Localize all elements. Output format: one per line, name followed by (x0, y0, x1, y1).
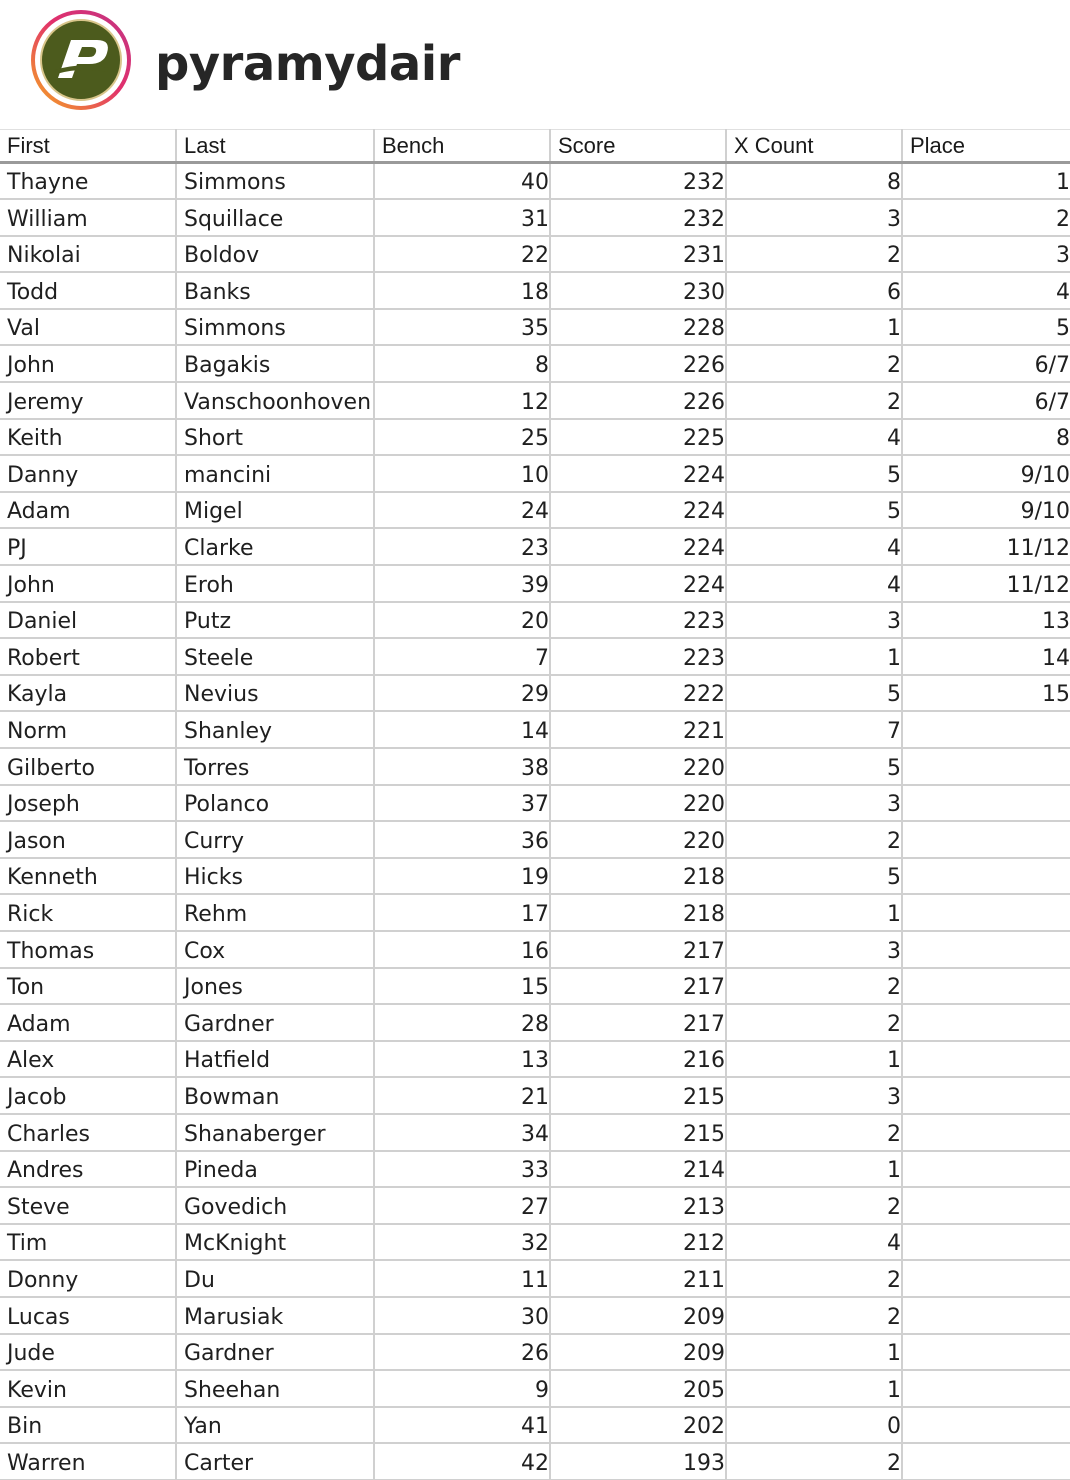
cell-last-name: Polanco (176, 785, 374, 822)
cell-score: 221 (550, 711, 726, 748)
table-row (0, 1187, 1070, 1224)
cell-first-name: Ton (0, 968, 176, 1005)
cell-score: 212 (550, 1224, 726, 1261)
cell-place (902, 894, 1070, 931)
cell-last-name: Sheehan (176, 1370, 374, 1407)
cell-first-name: Thomas (0, 931, 176, 968)
cell-first-name: Andres (0, 1151, 176, 1188)
cell-x-count: 0 (726, 1407, 902, 1444)
cell-first-name: Alex (0, 1041, 176, 1078)
cell-score: 224 (550, 528, 726, 565)
cell-score: 202 (550, 1407, 726, 1444)
cell-place: 2 (902, 199, 1070, 236)
cell-last-name: Hatfield (176, 1041, 374, 1078)
cell-score: 222 (550, 675, 726, 712)
cell-x-count: 2 (726, 821, 902, 858)
cell-bench: 42 (374, 1443, 550, 1480)
cell-first-name: Adam (0, 1004, 176, 1041)
cell-x-count: 1 (726, 1334, 902, 1371)
cell-last-name: Gardner (176, 1004, 374, 1041)
cell-first-name: Donny (0, 1260, 176, 1297)
cell-x-count: 1 (726, 1041, 902, 1078)
cell-place: 13 (902, 602, 1070, 639)
cell-score: 218 (550, 894, 726, 931)
cell-first-name: John (0, 565, 176, 602)
cell-bench: 23 (374, 528, 550, 565)
cell-last-name: Boldov (176, 236, 374, 273)
table-row (0, 455, 1070, 492)
table-row (0, 711, 1070, 748)
cell-bench: 22 (374, 236, 550, 273)
cell-bench: 35 (374, 309, 550, 346)
cell-bench: 27 (374, 1187, 550, 1224)
table-row (0, 1151, 1070, 1188)
cell-score: 213 (550, 1187, 726, 1224)
cell-score: 205 (550, 1370, 726, 1407)
cell-bench: 31 (374, 199, 550, 236)
cell-first-name: Jude (0, 1334, 176, 1371)
column-header-bench: Bench (374, 130, 550, 163)
cell-bench: 26 (374, 1334, 550, 1371)
cell-place (902, 1370, 1070, 1407)
cell-place (902, 1443, 1070, 1480)
cell-place (902, 785, 1070, 822)
cell-x-count: 4 (726, 565, 902, 602)
cell-last-name: Bowman (176, 1077, 374, 1114)
cell-first-name: Robert (0, 638, 176, 675)
pyramydair-logo-icon (31, 10, 131, 110)
cell-first-name: Danny (0, 455, 176, 492)
table-row (0, 931, 1070, 968)
cell-place (902, 1114, 1070, 1151)
cell-score: 209 (550, 1297, 726, 1334)
cell-score: 215 (550, 1077, 726, 1114)
cell-x-count: 3 (726, 199, 902, 236)
cell-score: 230 (550, 272, 726, 309)
cell-first-name: Tim (0, 1224, 176, 1261)
cell-place: 14 (902, 638, 1070, 675)
cell-last-name: Nevius (176, 675, 374, 712)
post-header (0, 0, 1070, 130)
cell-first-name: John (0, 345, 176, 382)
table-row (0, 1260, 1070, 1297)
cell-score: 217 (550, 931, 726, 968)
cell-last-name: Vanschoonhoven (176, 382, 374, 419)
cell-first-name: Joseph (0, 785, 176, 822)
cell-x-count: 2 (726, 968, 902, 1005)
cell-place (902, 858, 1070, 895)
table-row (0, 1114, 1070, 1151)
cell-score: 232 (550, 199, 726, 236)
cell-bench: 29 (374, 675, 550, 712)
cell-x-count: 2 (726, 1114, 902, 1151)
profile-avatar[interactable] (31, 10, 131, 110)
cell-last-name: Gardner (176, 1334, 374, 1371)
cell-last-name: McKnight (176, 1224, 374, 1261)
cell-score: 224 (550, 565, 726, 602)
cell-place (902, 968, 1070, 1005)
cell-last-name: Rehm (176, 894, 374, 931)
cell-first-name: Rick (0, 894, 176, 931)
cell-place (902, 1077, 1070, 1114)
cell-x-count: 5 (726, 675, 902, 712)
table-row (0, 1041, 1070, 1078)
cell-x-count: 5 (726, 858, 902, 895)
cell-first-name: Jeremy (0, 382, 176, 419)
cell-first-name: Kayla (0, 675, 176, 712)
table-row (0, 528, 1070, 565)
cell-place: 9/10 (902, 492, 1070, 529)
cell-score: 217 (550, 1004, 726, 1041)
cell-x-count: 6 (726, 272, 902, 309)
cell-bench: 19 (374, 858, 550, 895)
cell-place: 6/7 (902, 382, 1070, 419)
cell-last-name: Simmons (176, 163, 374, 200)
cell-bench: 39 (374, 565, 550, 602)
results-table (0, 129, 1070, 1480)
cell-place: 11/12 (902, 528, 1070, 565)
table-row (0, 272, 1070, 309)
cell-bench: 34 (374, 1114, 550, 1151)
cell-bench: 41 (374, 1407, 550, 1444)
table-row (0, 785, 1070, 822)
cell-place (902, 711, 1070, 748)
cell-x-count: 3 (726, 931, 902, 968)
cell-last-name: Eroh (176, 565, 374, 602)
cell-score: 224 (550, 455, 726, 492)
cell-score: 223 (550, 638, 726, 675)
cell-x-count: 8 (726, 163, 902, 200)
cell-first-name: Adam (0, 492, 176, 529)
cell-score: 218 (550, 858, 726, 895)
cell-place (902, 748, 1070, 785)
cell-place: 8 (902, 419, 1070, 456)
table-row (0, 382, 1070, 419)
cell-x-count: 3 (726, 602, 902, 639)
cell-score: 214 (550, 1151, 726, 1188)
cell-score: 220 (550, 748, 726, 785)
table-row (0, 1334, 1070, 1371)
cell-bench: 10 (374, 455, 550, 492)
cell-score: 209 (550, 1334, 726, 1371)
column-header-place: Place (902, 130, 1070, 163)
cell-bench: 24 (374, 492, 550, 529)
table-row (0, 1443, 1070, 1480)
cell-score: 223 (550, 602, 726, 639)
cell-bench: 16 (374, 931, 550, 968)
cell-bench: 8 (374, 345, 550, 382)
cell-x-count: 4 (726, 419, 902, 456)
cell-score: 224 (550, 492, 726, 529)
cell-place: 6/7 (902, 345, 1070, 382)
column-header-score: Score (550, 130, 726, 163)
cell-score: 215 (550, 1114, 726, 1151)
cell-x-count: 2 (726, 236, 902, 273)
cell-first-name: Todd (0, 272, 176, 309)
cell-last-name: Cox (176, 931, 374, 968)
column-header-last: Last (176, 130, 374, 163)
cell-x-count: 2 (726, 1260, 902, 1297)
table-row (0, 1297, 1070, 1334)
cell-x-count: 7 (726, 711, 902, 748)
cell-x-count: 1 (726, 894, 902, 931)
column-header-x-count: X Count (726, 130, 902, 163)
cell-score: 225 (550, 419, 726, 456)
cell-place: 4 (902, 272, 1070, 309)
cell-bench: 17 (374, 894, 550, 931)
cell-first-name: Kevin (0, 1370, 176, 1407)
cell-bench: 30 (374, 1297, 550, 1334)
cell-first-name: PJ (0, 528, 176, 565)
cell-first-name: Bin (0, 1407, 176, 1444)
table-row (0, 675, 1070, 712)
cell-bench: 40 (374, 163, 550, 200)
cell-x-count: 5 (726, 492, 902, 529)
cell-place: 11/12 (902, 565, 1070, 602)
cell-x-count: 5 (726, 748, 902, 785)
cell-last-name: Simmons (176, 309, 374, 346)
cell-last-name: Carter (176, 1443, 374, 1480)
cell-place (902, 1224, 1070, 1261)
table-row (0, 419, 1070, 456)
cell-score: 211 (550, 1260, 726, 1297)
cell-first-name: Daniel (0, 602, 176, 639)
cell-bench: 12 (374, 382, 550, 419)
cell-first-name: Nikolai (0, 236, 176, 273)
cell-last-name: Yan (176, 1407, 374, 1444)
cell-first-name: Lucas (0, 1297, 176, 1334)
cell-place: 15 (902, 675, 1070, 712)
table-row (0, 968, 1070, 1005)
cell-last-name: Migel (176, 492, 374, 529)
cell-x-count: 2 (726, 345, 902, 382)
cell-x-count: 2 (726, 1187, 902, 1224)
cell-x-count: 3 (726, 1077, 902, 1114)
cell-bench: 20 (374, 602, 550, 639)
cell-x-count: 4 (726, 528, 902, 565)
table-row (0, 199, 1070, 236)
cell-bench: 15 (374, 968, 550, 1005)
cell-last-name: Steele (176, 638, 374, 675)
cell-place: 3 (902, 236, 1070, 273)
account-username[interactable]: pyramydair (155, 36, 460, 92)
cell-x-count: 2 (726, 382, 902, 419)
cell-x-count: 3 (726, 785, 902, 822)
cell-place (902, 1004, 1070, 1041)
cell-last-name: Torres (176, 748, 374, 785)
cell-score: 232 (550, 163, 726, 200)
table-row (0, 894, 1070, 931)
cell-last-name: Hicks (176, 858, 374, 895)
cell-bench: 11 (374, 1260, 550, 1297)
cell-bench: 38 (374, 748, 550, 785)
cell-bench: 14 (374, 711, 550, 748)
cell-last-name: Putz (176, 602, 374, 639)
table-row (0, 163, 1070, 200)
table-row (0, 1224, 1070, 1261)
cell-first-name: Warren (0, 1443, 176, 1480)
cell-first-name: Gilberto (0, 748, 176, 785)
cell-place: 9/10 (902, 455, 1070, 492)
cell-last-name: Du (176, 1260, 374, 1297)
cell-last-name: Bagakis (176, 345, 374, 382)
cell-first-name: Charles (0, 1114, 176, 1151)
cell-bench: 18 (374, 272, 550, 309)
cell-last-name: Clarke (176, 528, 374, 565)
cell-last-name: Pineda (176, 1151, 374, 1188)
cell-place: 1 (902, 163, 1070, 200)
cell-place (902, 1041, 1070, 1078)
cell-last-name: Marusiak (176, 1297, 374, 1334)
cell-score: 217 (550, 968, 726, 1005)
table-row (0, 236, 1070, 273)
cell-score: 228 (550, 309, 726, 346)
cell-x-count: 1 (726, 638, 902, 675)
cell-score: 220 (550, 785, 726, 822)
cell-place (902, 1334, 1070, 1371)
cell-last-name: Shanley (176, 711, 374, 748)
cell-place (902, 1407, 1070, 1444)
cell-score: 216 (550, 1041, 726, 1078)
cell-last-name: Govedich (176, 1187, 374, 1224)
cell-bench: 32 (374, 1224, 550, 1261)
cell-score: 220 (550, 821, 726, 858)
column-header-first: First (0, 130, 176, 163)
cell-x-count: 2 (726, 1443, 902, 1480)
cell-bench: 9 (374, 1370, 550, 1407)
cell-bench: 7 (374, 638, 550, 675)
cell-last-name: Short (176, 419, 374, 456)
cell-x-count: 5 (726, 455, 902, 492)
cell-x-count: 2 (726, 1004, 902, 1041)
table-row (0, 1370, 1070, 1407)
cell-place (902, 1151, 1070, 1188)
table-row (0, 858, 1070, 895)
table-row (0, 345, 1070, 382)
cell-first-name: Kenneth (0, 858, 176, 895)
cell-last-name: mancini (176, 455, 374, 492)
cell-first-name: William (0, 199, 176, 236)
table-row (0, 492, 1070, 529)
cell-first-name: Val (0, 309, 176, 346)
cell-place (902, 931, 1070, 968)
cell-first-name: Norm (0, 711, 176, 748)
cell-place (902, 1297, 1070, 1334)
cell-place (902, 821, 1070, 858)
cell-last-name: Jones (176, 968, 374, 1005)
cell-first-name: Steve (0, 1187, 176, 1224)
cell-place (902, 1187, 1070, 1224)
table-row (0, 309, 1070, 346)
cell-first-name: Jacob (0, 1077, 176, 1114)
cell-last-name: Banks (176, 272, 374, 309)
table-row (0, 565, 1070, 602)
cell-bench: 36 (374, 821, 550, 858)
table-row (0, 1407, 1070, 1444)
cell-x-count: 2 (726, 1297, 902, 1334)
table-row (0, 602, 1070, 639)
cell-score: 193 (550, 1443, 726, 1480)
cell-score: 226 (550, 382, 726, 419)
cell-x-count: 1 (726, 309, 902, 346)
cell-last-name: Squillace (176, 199, 374, 236)
cell-x-count: 1 (726, 1370, 902, 1407)
cell-score: 231 (550, 236, 726, 273)
cell-place (902, 1260, 1070, 1297)
header-row (0, 130, 1070, 163)
cell-x-count: 1 (726, 1151, 902, 1188)
cell-bench: 25 (374, 419, 550, 456)
cell-x-count: 4 (726, 1224, 902, 1261)
cell-score: 226 (550, 345, 726, 382)
cell-place: 5 (902, 309, 1070, 346)
cell-first-name: Thayne (0, 163, 176, 200)
cell-bench: 28 (374, 1004, 550, 1041)
table-row (0, 638, 1070, 675)
cell-bench: 33 (374, 1151, 550, 1188)
cell-bench: 21 (374, 1077, 550, 1114)
cell-bench: 37 (374, 785, 550, 822)
cell-first-name: Jason (0, 821, 176, 858)
cell-bench: 13 (374, 1041, 550, 1078)
table-row (0, 821, 1070, 858)
table-row (0, 1004, 1070, 1041)
cell-last-name: Shanaberger (176, 1114, 374, 1151)
table-row (0, 748, 1070, 785)
table-row (0, 1077, 1070, 1114)
cell-last-name: Curry (176, 821, 374, 858)
cell-first-name: Keith (0, 419, 176, 456)
